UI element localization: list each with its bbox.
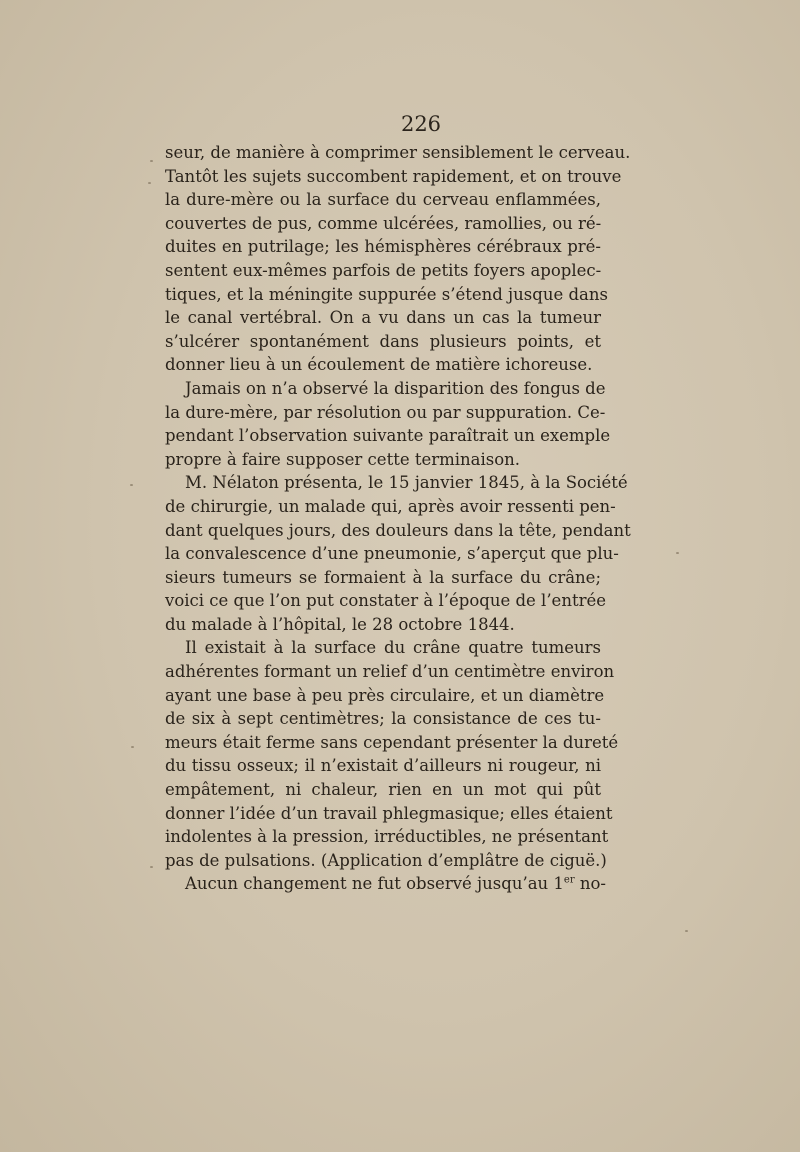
text-line: empâtement, ni chaleur, rien en un mot qui pût [165, 780, 601, 800]
paper-speck [676, 552, 679, 554]
superscript: er [563, 874, 575, 886]
text-line: s’ulcérer spontanément dans plusieurs points, et [165, 331, 601, 351]
text-line: Jamais on n’a observé la disparition des fongus de [185, 378, 606, 398]
text-fragment: Aucun changement ne fut observé jusqu’au 1 [185, 874, 564, 894]
text-line: pendant l’observation suivante paraîtrait un exemple [165, 426, 611, 446]
text-line: indolentes à la pression, irréductibles, ne présentant [165, 827, 609, 847]
text-line: tiques, et la méningite suppurée s’étend jusque dans [165, 284, 608, 304]
text-line: ayant une base à peu près circulaire, et un diamètre [165, 685, 605, 705]
text-line: de chirurgie, un malade qui, après avoir ressenti pen- [165, 496, 616, 516]
paper-speck [685, 930, 688, 932]
text-line: de six à sept centimètres; la consistance de ces tu- [165, 709, 601, 729]
paper-speck [150, 866, 153, 868]
text-line: couvertes de pus, comme ulcérées, ramollies, ou ré- [165, 213, 602, 233]
body-text [165, 141, 631, 896]
text-line: propre à faire supposer cette terminaison. [165, 449, 521, 469]
text-line: adhérentes formant un relief d’un centimètre environ [165, 662, 615, 682]
text-line: la dure-mère, par résolution ou par suppuration. Ce- [165, 402, 606, 422]
text-line: duites en putrilage; les hémisphères cérébraux pré- [165, 237, 601, 257]
text-line: M. Nélaton présenta, le 15 janvier 1845, à la Société [185, 473, 628, 493]
text-line: Il existait à la surface du crâne quatre tumeurs [185, 638, 601, 658]
paper-speck [150, 160, 153, 162]
text-line: voici ce que l’on put constater à l’époque de l’entrée [165, 591, 606, 611]
text-line: donner lieu à un écoulement de matière ichoreuse. [165, 355, 593, 375]
paper-speck [148, 182, 151, 184]
text-line: pas de pulsations. (Application d’emplâtre de ciguë.) [165, 850, 607, 870]
text-line: sieurs tumeurs se formaient à la surface du crâne; [165, 567, 601, 587]
text-line: seur, de manière à comprimer sensiblement le cerveau. [165, 143, 631, 162]
text-line: du tissu osseux; il n’existait d’ailleurs ni rougeur, ni [165, 756, 601, 776]
text-line: meurs était ferme sans cependant présenter la dureté [165, 732, 619, 752]
text-line: donner l’idée d’un travail phlegmasique; elles étaient [165, 803, 613, 823]
text-line: le canal vertébral. On a vu dans un cas la tumeur [165, 308, 601, 328]
text-line: sentent eux-mêmes parfois de petits foyers apoplec- [165, 260, 602, 280]
text-line: la convalescence d’une pneumonie, s’aperçut que plu- [165, 544, 619, 564]
text-line: Tantôt les sujets succombent rapidement, et on trouve [165, 166, 622, 186]
paper-speck [131, 746, 134, 748]
text-line: la dure-mère ou la surface du cerveau enflammées, [165, 190, 601, 210]
text-line: dant quelques jours, des douleurs dans la tête, pendant [165, 520, 631, 540]
paper-speck [130, 484, 133, 486]
text-fragment: no- [574, 874, 606, 894]
text-line-with-superscript [165, 872, 606, 896]
page-number: 226 [400, 112, 442, 136]
text-line: du malade à l’hôpital, le 28 octobre 1844. [165, 614, 515, 634]
